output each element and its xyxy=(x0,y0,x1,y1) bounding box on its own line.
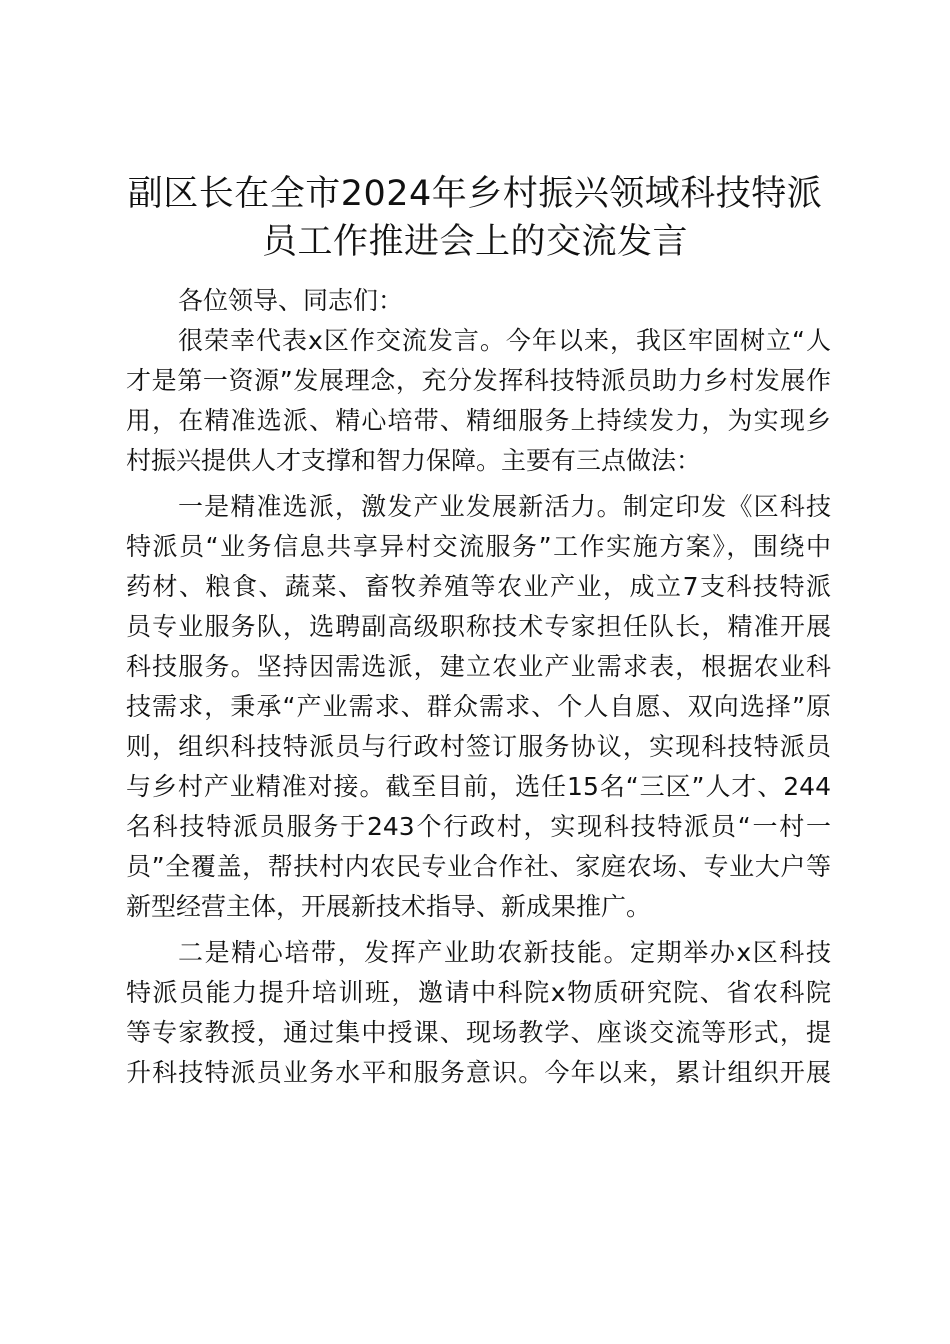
paragraph-line: 村振兴提供人才支撑和智力保障。主要有三点做法： xyxy=(126,446,702,475)
paragraph-line: 特派员“业务信息共享异村交流服务”工作实施方案》，围绕中 xyxy=(126,532,831,561)
paragraph-point-one xyxy=(126,487,831,927)
paragraph-line: 等专家教授，通过集中授课、现场教学、座谈交流等形式，提 xyxy=(126,1018,831,1047)
paragraph-line: 二是精心培带，发挥产业助农新技能。定期举办x区科技 xyxy=(178,938,831,967)
title-line-2: 员工作推进会上的交流发言 xyxy=(261,222,688,262)
title-line-1: 副区长在全市2024年乡村振兴领域科技特派 xyxy=(127,174,823,214)
paragraph-line: 名科技特派员服务于243个行政村，实现科技特派员“一村一 xyxy=(126,812,831,841)
paragraph-line: 一是精准选派，激发产业发展新活力。制定印发《区科技 xyxy=(178,492,831,521)
paragraph-point-two xyxy=(126,933,831,1093)
paragraph-line: 员”全覆盖，帮扶村内农民专业合作社、家庭农场、专业大户等 xyxy=(126,852,831,881)
paragraph-line: 用，在精准选派、精心培带、精细服务上持续发力，为实现乡 xyxy=(126,406,831,435)
paragraph-line: 药材、粮食、蔬菜、畜牧养殖等农业产业，成立7支科技特派 xyxy=(126,572,831,601)
document-body xyxy=(126,281,831,1093)
paragraph-line: 才是第一资源”发展理念，充分发挥科技特派员助力乡村发展作 xyxy=(126,366,831,395)
paragraph-line: 特派员能力提升培训班，邀请中科院x物质研究院、省农科院 xyxy=(126,978,831,1007)
paragraph-line: 升科技特派员业务水平和服务意识。今年以来，累计组织开展 xyxy=(126,1058,831,1087)
paragraph-line: 员专业服务队，选聘副高级职称技术专家担任队长，精准开展 xyxy=(126,612,831,641)
paragraph-line: 科技服务。坚持因需选派，建立农业产业需求表，根据农业科 xyxy=(126,652,831,681)
paragraph-line: 则，组织科技特派员与行政村签订服务协议，实现科技特派员 xyxy=(126,732,831,761)
salutation: 各位领导、同志们： xyxy=(178,286,404,315)
paragraph-line: 新型经营主体，开展新技术指导、新成果推广。 xyxy=(126,892,652,921)
paragraph-intro xyxy=(126,321,831,481)
paragraph-line: 与乡村产业精准对接。截至目前，选任15名“三区”人才、244 xyxy=(126,772,831,801)
document-title xyxy=(100,170,850,266)
paragraph-line: 技需求，秉承“产业需求、群众需求、个人自愿、双向选择”原 xyxy=(126,692,831,721)
paragraph-line: 很荣幸代表x区作交流发言。今年以来，我区牢固树立“人 xyxy=(178,326,831,355)
